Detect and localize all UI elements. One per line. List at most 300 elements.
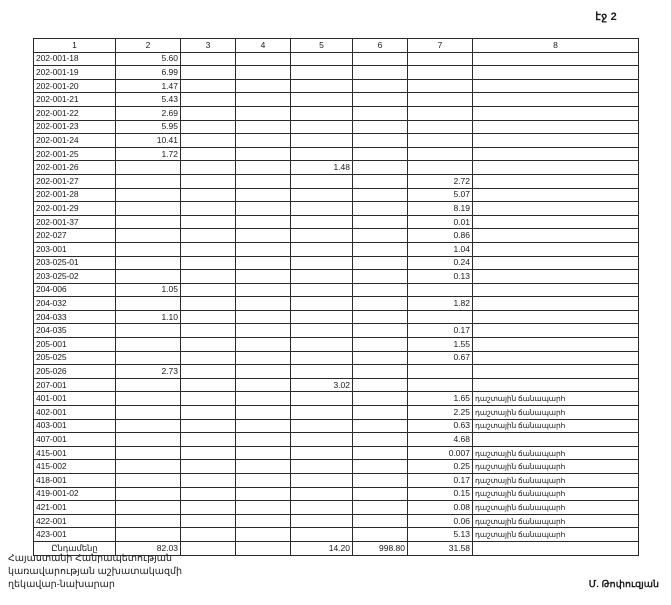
cell-col5 [291, 242, 353, 256]
cell-col6 [353, 433, 408, 447]
cell-col2: 1.72 [116, 147, 181, 161]
cell-col3 [181, 161, 236, 175]
cell-code: 407-001 [34, 433, 116, 447]
cell-code: 202-001-18 [34, 52, 116, 66]
cell-col6 [353, 270, 408, 284]
cell-col2 [116, 242, 181, 256]
cell-code: 202-001-29 [34, 202, 116, 216]
cell-col7 [408, 310, 473, 324]
cell-code: 403-001 [34, 419, 116, 433]
cell-col7: 0.67 [408, 351, 473, 365]
cell-col5 [291, 392, 353, 406]
cell-col6 [353, 446, 408, 460]
cell-code: 203-025-01 [34, 256, 116, 270]
cell-col5 [291, 365, 353, 379]
cell-col3 [181, 256, 236, 270]
table-row [34, 283, 639, 297]
cell-code: 205-026 [34, 365, 116, 379]
cell-col6 [353, 487, 408, 501]
cell-note: դաշտային ճանապարհ [473, 406, 639, 420]
cell-note: դաշտային ճանապարհ [473, 501, 639, 515]
cell-col7 [408, 79, 473, 93]
cell-note [473, 242, 639, 256]
table-row [34, 161, 639, 175]
cell-code: 205-001 [34, 338, 116, 352]
cell-code: 203-001 [34, 242, 116, 256]
cell-col2 [116, 392, 181, 406]
cell-col6 [353, 256, 408, 270]
table-row [34, 406, 639, 420]
cell-col2 [116, 188, 181, 202]
cell-col7 [408, 52, 473, 66]
cell-col4 [236, 256, 291, 270]
cell-col3 [181, 242, 236, 256]
cell-col6 [353, 474, 408, 488]
cell-note [473, 188, 639, 202]
cell-col2: 1.10 [116, 310, 181, 324]
cell-col7: 0.13 [408, 270, 473, 284]
table-row [34, 419, 639, 433]
cell-col4 [236, 161, 291, 175]
cell-col2 [116, 215, 181, 229]
cell-col7: 0.06 [408, 514, 473, 528]
cell-col7 [408, 283, 473, 297]
cell-col6 [353, 378, 408, 392]
cell-col2 [116, 460, 181, 474]
table-row [34, 174, 639, 188]
cell-col3 [181, 487, 236, 501]
cell-col4 [236, 52, 291, 66]
cell-col3 [181, 446, 236, 460]
cell-col7: 0.17 [408, 324, 473, 338]
cell-col3 [181, 188, 236, 202]
footer-line-2: կառավարության աշխատակազմի [8, 566, 183, 577]
cell-col3 [181, 433, 236, 447]
cell-col2 [116, 514, 181, 528]
table-row [34, 351, 639, 365]
cell-code: 202-001-25 [34, 147, 116, 161]
column-header: 8 [473, 39, 639, 53]
cell-col6 [353, 514, 408, 528]
cell-col4 [236, 514, 291, 528]
cell-note: դաշտային ճանապարհ [473, 474, 639, 488]
cell-col2 [116, 229, 181, 243]
cell-col4 [236, 106, 291, 120]
cell-note [473, 283, 639, 297]
cell-col6 [353, 392, 408, 406]
cell-note [473, 161, 639, 175]
total-label: Ընդամենը [34, 541, 116, 555]
cell-col6 [353, 52, 408, 66]
cell-col3 [181, 406, 236, 420]
data-table [33, 38, 639, 556]
cell-col4 [236, 324, 291, 338]
cell-note [473, 202, 639, 216]
cell-col2: 2.73 [116, 365, 181, 379]
cell-code: 419-001-02 [34, 487, 116, 501]
cell-col4 [236, 242, 291, 256]
cell-col5 [291, 446, 353, 460]
cell-col7: 0.08 [408, 501, 473, 515]
cell-col3 [181, 283, 236, 297]
cell-col6 [353, 365, 408, 379]
table-row [34, 215, 639, 229]
cell-code: 202-001-24 [34, 134, 116, 148]
cell-note [473, 310, 639, 324]
cell-col7: 5.13 [408, 528, 473, 542]
cell-code: 202-001-20 [34, 79, 116, 93]
cell-code: 401-001 [34, 392, 116, 406]
cell-code: 204-006 [34, 283, 116, 297]
cell-col4 [236, 120, 291, 134]
cell-col7: 5.07 [408, 188, 473, 202]
cell-note [473, 174, 639, 188]
cell-col2 [116, 351, 181, 365]
table-row [34, 378, 639, 392]
cell-col7 [408, 378, 473, 392]
cell-col3 [181, 324, 236, 338]
cell-col4 [236, 378, 291, 392]
table-row [34, 310, 639, 324]
table-row [34, 52, 639, 66]
cell-col4 [236, 528, 291, 542]
cell-col5 [291, 215, 353, 229]
cell-code: 207-001 [34, 378, 116, 392]
cell-col6 [353, 79, 408, 93]
cell-note [473, 338, 639, 352]
table-row [34, 120, 639, 134]
cell-col7 [408, 93, 473, 107]
cell-note [473, 229, 639, 243]
cell-code: 202-001-28 [34, 188, 116, 202]
cell-col5 [291, 188, 353, 202]
cell-col4 [236, 392, 291, 406]
cell-col4 [236, 134, 291, 148]
cell-col3 [181, 474, 236, 488]
cell-col4 [236, 419, 291, 433]
cell-col5 [291, 474, 353, 488]
total-col7: 31.58 [408, 541, 473, 555]
cell-col7 [408, 120, 473, 134]
cell-col3 [181, 501, 236, 515]
cell-col2 [116, 297, 181, 311]
cell-col6 [353, 351, 408, 365]
cell-col2 [116, 202, 181, 216]
cell-note: դաշտային ճանապարհ [473, 528, 639, 542]
cell-col7: 0.86 [408, 229, 473, 243]
cell-col3 [181, 460, 236, 474]
cell-col7: 0.24 [408, 256, 473, 270]
total-col2: 82.03 [116, 541, 181, 555]
cell-code: 204-035 [34, 324, 116, 338]
cell-col2: 1.05 [116, 283, 181, 297]
cell-col5 [291, 106, 353, 120]
cell-col3 [181, 365, 236, 379]
column-header: 2 [116, 39, 181, 53]
cell-col5 [291, 52, 353, 66]
cell-col3 [181, 134, 236, 148]
table-row [34, 501, 639, 515]
cell-col6 [353, 93, 408, 107]
cell-col2: 10.41 [116, 134, 181, 148]
cell-code: 421-001 [34, 501, 116, 515]
cell-col2 [116, 419, 181, 433]
cell-note [473, 256, 639, 270]
cell-col7: 0.63 [408, 419, 473, 433]
cell-col4 [236, 460, 291, 474]
cell-col6 [353, 419, 408, 433]
table-row [34, 528, 639, 542]
cell-note [473, 52, 639, 66]
cell-code: 202-001-19 [34, 66, 116, 80]
cell-code: 204-033 [34, 310, 116, 324]
cell-note [473, 324, 639, 338]
cell-col6 [353, 66, 408, 80]
cell-col4 [236, 501, 291, 515]
cell-note [473, 79, 639, 93]
cell-code: 202-001-37 [34, 215, 116, 229]
table-row [34, 392, 639, 406]
cell-col4 [236, 270, 291, 284]
cell-col6 [353, 338, 408, 352]
cell-code: 423-001 [34, 528, 116, 542]
cell-col6 [353, 120, 408, 134]
column-header: 6 [353, 39, 408, 53]
cell-col4 [236, 338, 291, 352]
cell-col5 [291, 324, 353, 338]
cell-col7: 8.19 [408, 202, 473, 216]
total-col5: 14.20 [291, 541, 353, 555]
cell-col5 [291, 134, 353, 148]
cell-col4 [236, 351, 291, 365]
cell-col4 [236, 188, 291, 202]
cell-col5 [291, 93, 353, 107]
table-row [34, 270, 639, 284]
table-row [34, 242, 639, 256]
cell-code: 415-002 [34, 460, 116, 474]
footer-line-3: ղեկավար-նախարար [8, 579, 115, 590]
cell-col7 [408, 106, 473, 120]
cell-col3 [181, 392, 236, 406]
cell-col5 [291, 487, 353, 501]
cell-col2 [116, 174, 181, 188]
footer [8, 552, 663, 591]
cell-col6 [353, 460, 408, 474]
table-row [34, 514, 639, 528]
cell-col3 [181, 270, 236, 284]
cell-col7: 1.04 [408, 242, 473, 256]
cell-col5 [291, 528, 353, 542]
table-body [34, 39, 639, 556]
cell-code: 402-001 [34, 406, 116, 420]
cell-note [473, 433, 639, 447]
footer-line-1: Հայաստանի Հանրապետության [8, 553, 172, 564]
cell-col3 [181, 528, 236, 542]
cell-col5 [291, 256, 353, 270]
cell-col4 [236, 474, 291, 488]
cell-col7: 0.25 [408, 460, 473, 474]
table-row [34, 93, 639, 107]
cell-note [473, 66, 639, 80]
cell-code: 202-027 [34, 229, 116, 243]
cell-col7: 1.55 [408, 338, 473, 352]
table-row [34, 66, 639, 80]
total-col6: 998.80 [353, 541, 408, 555]
cell-col5 [291, 79, 353, 93]
cell-col5 [291, 283, 353, 297]
cell-col4 [236, 229, 291, 243]
column-header: 4 [236, 39, 291, 53]
cell-code: 203-025-02 [34, 270, 116, 284]
cell-col4 [236, 215, 291, 229]
cell-col7: 2.72 [408, 174, 473, 188]
cell-code: 202-001-27 [34, 174, 116, 188]
cell-col6 [353, 106, 408, 120]
cell-col3 [181, 202, 236, 216]
cell-col5 [291, 514, 353, 528]
cell-col5 [291, 460, 353, 474]
cell-code: 202-001-26 [34, 161, 116, 175]
table-row [34, 297, 639, 311]
column-header: 5 [291, 39, 353, 53]
cell-col5 [291, 419, 353, 433]
cell-col4 [236, 310, 291, 324]
table-row [34, 433, 639, 447]
table-row [34, 202, 639, 216]
cell-note [473, 351, 639, 365]
cell-col4 [236, 93, 291, 107]
cell-col6 [353, 242, 408, 256]
cell-col6 [353, 134, 408, 148]
cell-col4 [236, 297, 291, 311]
cell-col5 [291, 174, 353, 188]
cell-col3 [181, 66, 236, 80]
cell-col6 [353, 310, 408, 324]
cell-col6 [353, 528, 408, 542]
cell-col2 [116, 378, 181, 392]
cell-col2 [116, 338, 181, 352]
cell-col3 [181, 229, 236, 243]
cell-col6 [353, 324, 408, 338]
data-table-container [33, 38, 638, 556]
column-header: 3 [181, 39, 236, 53]
cell-col6 [353, 215, 408, 229]
cell-col6 [353, 174, 408, 188]
cell-col6 [353, 501, 408, 515]
cell-col4 [236, 147, 291, 161]
cell-col7: 1.82 [408, 297, 473, 311]
cell-col5 [291, 120, 353, 134]
cell-col7 [408, 161, 473, 175]
table-row [34, 338, 639, 352]
cell-col3 [181, 514, 236, 528]
cell-col2 [116, 446, 181, 460]
cell-col7: 4.68 [408, 433, 473, 447]
footer-signature-name: Մ. Թոփուզյան [588, 579, 659, 590]
cell-note: դաշտային ճանապարհ [473, 487, 639, 501]
cell-col2: 6.99 [116, 66, 181, 80]
cell-col7 [408, 134, 473, 148]
cell-col7: 0.007 [408, 446, 473, 460]
cell-note [473, 120, 639, 134]
cell-col3 [181, 147, 236, 161]
column-header: 7 [408, 39, 473, 53]
cell-note [473, 270, 639, 284]
cell-col4 [236, 202, 291, 216]
cell-col2 [116, 487, 181, 501]
cell-code: 202-001-22 [34, 106, 116, 120]
cell-col3 [181, 310, 236, 324]
cell-col5 [291, 433, 353, 447]
cell-col4 [236, 283, 291, 297]
cell-col2 [116, 528, 181, 542]
cell-col7: 0.01 [408, 215, 473, 229]
cell-col4 [236, 446, 291, 460]
cell-col7: 0.15 [408, 487, 473, 501]
cell-col4 [236, 79, 291, 93]
cell-col6 [353, 188, 408, 202]
cell-note [473, 134, 639, 148]
table-row [34, 256, 639, 270]
cell-col3 [181, 93, 236, 107]
cell-col3 [181, 297, 236, 311]
cell-col7 [408, 147, 473, 161]
cell-col3 [181, 79, 236, 93]
cell-col5 [291, 310, 353, 324]
cell-code: 205-025 [34, 351, 116, 365]
cell-col2 [116, 433, 181, 447]
cell-col5 [291, 297, 353, 311]
cell-col2: 5.43 [116, 93, 181, 107]
cell-col3 [181, 419, 236, 433]
cell-col4 [236, 66, 291, 80]
column-header: 1 [34, 39, 116, 53]
cell-col4 [236, 487, 291, 501]
cell-col6 [353, 297, 408, 311]
cell-col2 [116, 256, 181, 270]
cell-col7: 2.25 [408, 406, 473, 420]
cell-col3 [181, 351, 236, 365]
table-row [34, 79, 639, 93]
table-row [34, 460, 639, 474]
cell-col2: 5.60 [116, 52, 181, 66]
cell-col5 [291, 338, 353, 352]
cell-note: դաշտային ճանապարհ [473, 446, 639, 460]
cell-col7 [408, 66, 473, 80]
cell-col5 [291, 406, 353, 420]
cell-code: 204-032 [34, 297, 116, 311]
table-row [34, 365, 639, 379]
cell-col5 [291, 66, 353, 80]
cell-col3 [181, 120, 236, 134]
cell-col7 [408, 365, 473, 379]
cell-col4 [236, 406, 291, 420]
table-row [34, 487, 639, 501]
cell-col5: 1.48 [291, 161, 353, 175]
cell-col3 [181, 378, 236, 392]
cell-col5 [291, 229, 353, 243]
table-row [34, 147, 639, 161]
table-row [34, 134, 639, 148]
cell-col2: 1.47 [116, 79, 181, 93]
cell-col6 [353, 406, 408, 420]
cell-col5 [291, 501, 353, 515]
cell-note: դաշտային ճանապարհ [473, 419, 639, 433]
table-row [34, 474, 639, 488]
cell-col6 [353, 147, 408, 161]
cell-code: 422-001 [34, 514, 116, 528]
cell-col3 [181, 106, 236, 120]
